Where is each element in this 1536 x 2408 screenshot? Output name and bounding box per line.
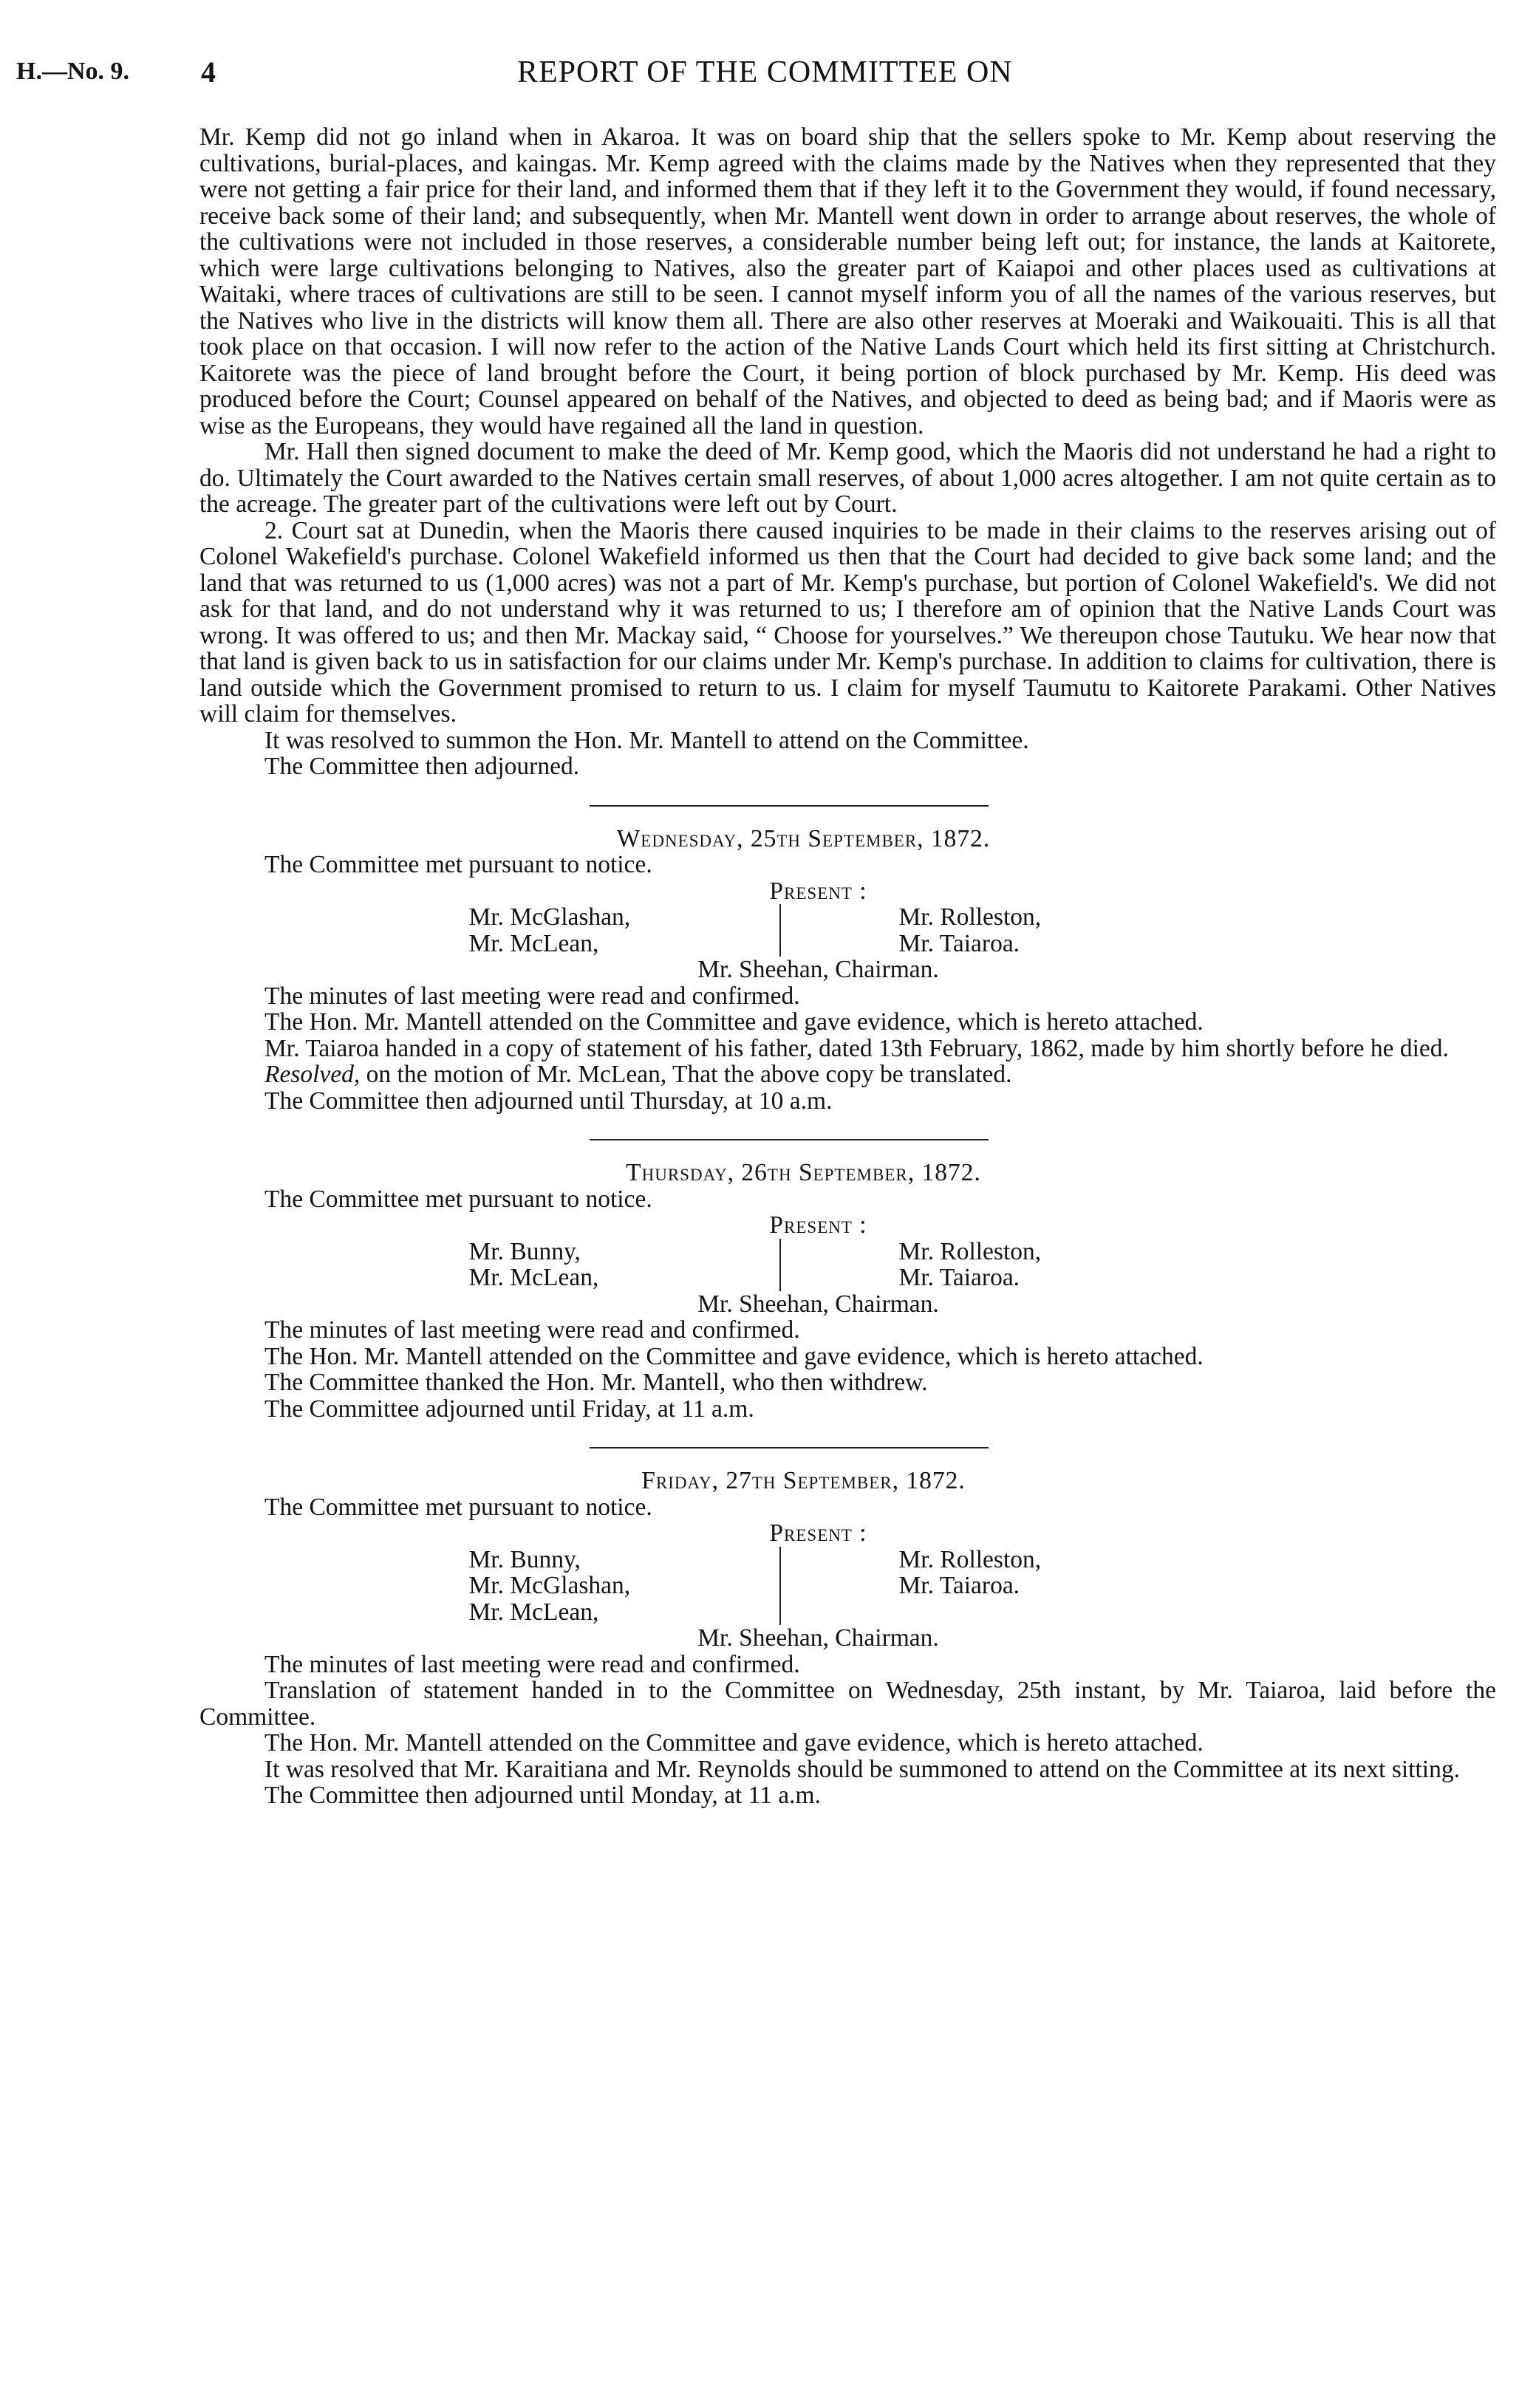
member-name: Mr. Bunny, [468, 1545, 581, 1573]
paragraph: 2. Court sat at Dunedin, when the Maoris there caused inquiries to be made in their claims to the reserves arising out of Colonel Wakefield's purchase. Colonel Wakefield informed us then that the Court had decided to give back some land; and the land that was returned to us (1,000 acres) was not a part of Mr. Kemp's purchase, but portion of Colonel Wakefield's. We did not ask for that land, and do not understand why it was returned to us; I therefore am of opinion that the Native Lands Court was wrong. It was offered to us; and then Mr. Mackay said, “ Choose for yourselves.” We thereupon chose Tautuku. We hear now that that land is given back to us in satisfaction for our claims under Mr. Kemp's purchase. In addition to claims for cultivation, there is land outside which the Government promised to return to us. I claim for myself Taumutu to Kaitorete Parakami. Other Natives will claim for themselves. [199, 516, 1496, 728]
paragraph: The Committee then adjourned. [264, 753, 580, 780]
member-name: Mr. Taiaroa. [898, 1264, 1020, 1291]
resolution-text: on the motion of Mr. McLean, That the above copy be translated. [360, 1061, 1012, 1088]
meeting-date: Wednesday, 25th September, 1872. [616, 824, 991, 852]
member-name: Mr. Taiaroa. [898, 929, 1020, 957]
meeting-notice: The Committee met pursuant to notice. [264, 1493, 652, 1521]
members-right-column [781, 904, 1209, 957]
document-body [199, 124, 1496, 1809]
document-code: H.—No. 9. [16, 58, 129, 85]
minute-entry: Translation of statement handed in to the Committee on Wednesday, 25th instant, by Mr. Taiaroa, laid before the Committee. [199, 1677, 1496, 1731]
minute-entry: Mr. Taiaroa handed in a copy of statement of his father, dated 13th February, 1862, made by him shortly before he died. [264, 1034, 1449, 1062]
present-label: Present : [769, 1519, 867, 1547]
members-right-column [781, 1547, 1209, 1626]
minute-entry: It was resolved that Mr. Karaitiana and Mr. Reynolds should be summoned to attend on the Committee at its next sitting. [264, 1755, 1460, 1783]
minute-entry: The minutes of last meeting were read and confirmed. [264, 1650, 800, 1678]
minute-entry: The Hon. Mr. Mantell attended on the Committee and gave evidence, which is hereto attached. [264, 1342, 1204, 1370]
meeting-notice: The Committee met pursuant to notice. [264, 1185, 652, 1213]
section-divider [590, 1447, 989, 1448]
chairman: Mr. Sheehan, Chairman. [697, 1290, 939, 1318]
section-divider [590, 805, 989, 807]
member-name: Mr. McLean, [468, 1264, 599, 1291]
members-present [191, 1547, 1487, 1626]
resolution [199, 1061, 1496, 1088]
chairman: Mr. Sheehan, Chairman. [697, 956, 939, 983]
members-left-column [469, 1547, 781, 1626]
section-divider [590, 1139, 989, 1140]
minute-entry: The Committee adjourned until Friday, at 11 a.m. [264, 1395, 754, 1423]
member-name: Mr. Rolleston, [898, 1237, 1042, 1265]
paragraph: Mr. Hall then signed document to make the deed of Mr. Kemp good, which the Maoris did not understand he had a right to do. Ultimately the Court awarded to the Natives certain small reserves, of about 1,000 acres altogether. I am not quite certain as to the acreage. The greater part of the cultivations were left out by Court. [199, 438, 1496, 518]
member-name: Mr. Rolleston, [898, 903, 1042, 931]
member-name: Mr. McGlashan, [468, 1572, 631, 1599]
minute-entry: The Hon. Mr. Mantell attended on the Committee and gave evidence, which is hereto attached. [264, 1008, 1204, 1036]
chairman: Mr. Sheehan, Chairman. [697, 1624, 939, 1652]
member-name: Mr. Rolleston, [898, 1545, 1042, 1573]
meeting-date: Thursday, 26th September, 1872. [626, 1159, 981, 1186]
members-present [191, 1239, 1487, 1291]
member-name: Mr. Taiaroa. [898, 1572, 1020, 1599]
adjournment: The Committee then adjourned until Monday, at 11 a.m. [264, 1782, 821, 1809]
minute-entry: The minutes of last meeting were read and confirmed. [264, 1316, 800, 1344]
member-name: Mr. McLean, [468, 1598, 599, 1626]
paragraph: It was resolved to summon the Hon. Mr. Mantell to attend on the Committee. [264, 726, 1029, 754]
resolved-label: Resolved, [264, 1061, 361, 1088]
member-name: Mr. Bunny, [468, 1237, 581, 1265]
meeting-notice: The Committee met pursuant to notice. [264, 851, 652, 878]
member-name: Mr. McLean, [468, 929, 599, 957]
members-left-column [469, 1239, 781, 1291]
page-title: REPORT OF THE COMMITTEE ON [517, 55, 1013, 89]
meeting-date: Friday, 27th September, 1872. [641, 1467, 966, 1494]
present-label: Present : [769, 1211, 867, 1239]
members-right-column [781, 1239, 1209, 1291]
minute-entry: The Committee thanked the Hon. Mr. Mantell, who then withdrew. [264, 1369, 928, 1396]
members-present [191, 904, 1487, 957]
members-left-column [469, 904, 781, 957]
present-label: Present : [769, 877, 867, 905]
page-number: 4 [201, 55, 216, 89]
minute-entry: The minutes of last meeting were read and confirmed. [264, 982, 800, 1010]
adjournment: The Committee then adjourned until Thursday, at 10 a.m. [264, 1087, 833, 1115]
paragraph: Mr. Kemp did not go inland when in Akaroa. It was on board ship that the sellers spoke to Mr. Kemp about reserving the cultivations, burial-places, and kaingas. Mr. Kemp agreed with the claims made by the Natives when they represented that they were not getting a fair price for their land, and informed them that if they left it to the Government they would, if found necessary, receive back some of their land; and subsequently, when Mr. Mantell went down in order to arrange about reserves, the whole of the cultivations were not included in those reserves, a considerable number being left out; for instance, the lands at Kaitorete, which were large cultivations belonging to Natives, also the greater part of Kaiapoi and other places used as cultivations at Waitaki, where traces of cultivations are still to be seen. I cannot myself inform you of all the names of the various reserves, but the Natives who live in the districts will know them all. There are also other reserves at Moeraki and Waikouaiti. This is all that took place on that occasion. I will now refer to the action of the Native Lands Court which held its first sitting at Christchurch. Kaitorete was the piece of land brought before the Court, it being portion of block purchased by Mr. Kemp. His deed was produced before the Court; Counsel appeared on behalf of the Natives, and objected to deed as being bad; and if Maoris were as wise as the Europeans, they would have regained all the land in question. [199, 123, 1496, 439]
minute-entry: The Hon. Mr. Mantell attended on the Committee and gave evidence, which is hereto attached. [264, 1729, 1204, 1757]
member-name: Mr. McGlashan, [468, 903, 631, 931]
